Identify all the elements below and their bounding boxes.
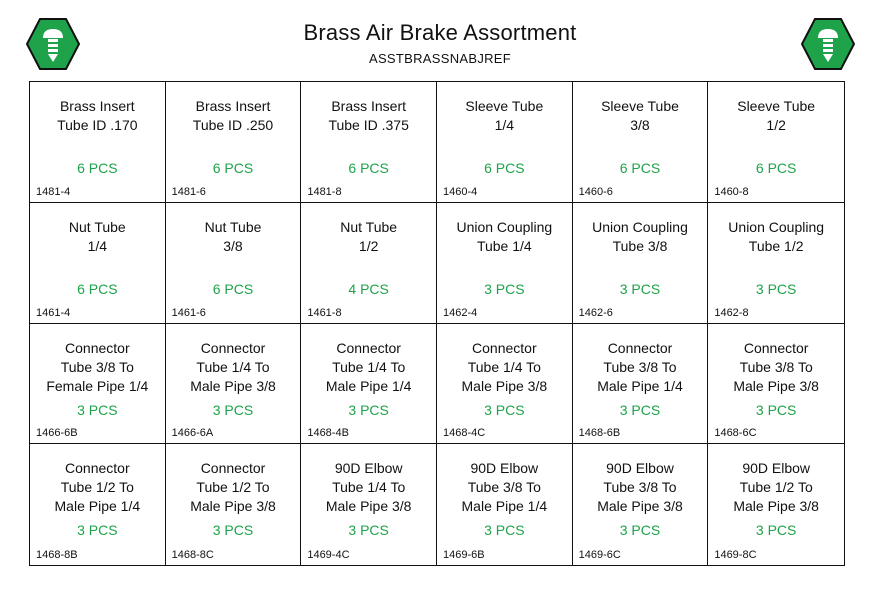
item-quantity: 3 PCS	[619, 401, 661, 418]
item-name: Brass Insert Tube ID .170	[57, 98, 138, 133]
item-cell	[166, 203, 302, 324]
item-cell	[708, 203, 844, 324]
item-cell	[437, 82, 573, 203]
item-name: Nut Tube 3/8	[204, 218, 262, 254]
item-cell	[708, 324, 844, 445]
item-code: 1462-8	[714, 306, 749, 319]
item-quantity: 3 PCS	[755, 280, 797, 297]
item-name: Connector Tube 1/2 To Male Pipe 3/8	[190, 460, 276, 515]
item-code: 1468-8C	[171, 549, 214, 561]
item-name: Connector Tube 1/2 To Male Pipe 1/4	[54, 460, 141, 515]
item-cell	[30, 444, 166, 565]
assortment-grid	[29, 81, 845, 566]
item-cell	[30, 203, 166, 324]
item-code: 1461-4	[36, 306, 71, 319]
item-cell	[437, 203, 573, 324]
item-cell	[166, 444, 302, 565]
item-name: Connector Tube 1/4 To Male Pipe 1/4	[325, 339, 412, 394]
item-quantity: 3 PCS	[755, 401, 797, 418]
item-code: 1469-4C	[307, 549, 350, 561]
item-name: Nut Tube 1/4	[68, 218, 126, 254]
item-code: 1460-6	[578, 185, 613, 198]
item-cell	[573, 203, 709, 324]
item-quantity: 3 PCS	[348, 522, 389, 539]
item-name: Connector Tube 1/4 To Male Pipe 3/8	[190, 339, 276, 394]
item-quantity: 3 PCS	[77, 522, 118, 539]
item-code: 1468-6C	[714, 427, 757, 440]
item-code: 1481-8	[307, 185, 342, 198]
item-quantity: 3 PCS	[484, 280, 525, 297]
item-quantity: 6 PCS	[348, 160, 389, 176]
item-name: Union Coupling Tube 3/8	[592, 218, 688, 254]
item-code: 1461-6	[171, 306, 206, 319]
item-name: Sleeve Tube 1/2	[737, 98, 816, 133]
item-quantity: 3 PCS	[484, 401, 525, 418]
item-name: Connector Tube 1/4 To Male Pipe 3/8	[461, 339, 548, 394]
item-quantity: 3 PCS	[348, 401, 389, 418]
item-code: 1481-4	[36, 185, 71, 198]
item-cell	[30, 82, 166, 203]
item-code: 1468-4C	[443, 427, 486, 440]
item-code: 1468-6B	[578, 427, 621, 440]
item-name: Connector Tube 3/8 To Male Pipe 3/8	[733, 339, 819, 394]
item-cell	[301, 82, 437, 203]
item-cell	[437, 324, 573, 445]
item-code: 1466-6B	[36, 427, 78, 440]
item-name: Nut Tube 1/2	[340, 218, 398, 254]
item-quantity: 6 PCS	[212, 160, 254, 176]
item-name: Union Coupling Tube 1/4	[456, 218, 553, 254]
item-quantity: 3 PCS	[619, 280, 661, 297]
item-quantity: 6 PCS	[77, 280, 118, 297]
item-cell	[301, 444, 437, 565]
item-cell	[708, 82, 844, 203]
item-name: Brass Insert Tube ID .250	[192, 98, 274, 133]
item-quantity: 6 PCS	[619, 160, 661, 176]
item-code: 1466-6A	[171, 427, 214, 440]
item-code: 1460-8	[714, 185, 749, 198]
page-subtitle: ASSTBRASSNABJREF	[368, 51, 512, 66]
item-code: 1468-4B	[307, 427, 349, 440]
item-name: Sleeve Tube 3/8	[601, 98, 679, 133]
item-cell	[166, 324, 302, 445]
item-quantity: 6 PCS	[755, 160, 797, 176]
item-cell	[30, 324, 166, 445]
item-cell	[573, 82, 709, 203]
item-name: Union Coupling Tube 1/2	[728, 218, 825, 254]
item-code: 1460-4	[443, 185, 478, 198]
page-title: Brass Air Brake Assortment	[303, 20, 577, 45]
item-quantity: 3 PCS	[212, 522, 254, 539]
item-quantity: 3 PCS	[755, 522, 797, 539]
item-quantity: 4 PCS	[348, 280, 389, 297]
item-code: 1469-6C	[578, 549, 621, 561]
item-cell	[573, 324, 709, 445]
item-quantity: 3 PCS	[212, 401, 254, 418]
item-cell	[708, 444, 844, 565]
item-cell	[437, 444, 573, 565]
item-code: 1462-4	[443, 306, 478, 319]
item-name: Sleeve Tube 1/4	[465, 98, 544, 133]
item-name: 90D Elbow Tube 1/2 To Male Pipe 3/8	[733, 460, 819, 515]
item-quantity: 6 PCS	[77, 160, 118, 176]
item-quantity: 3 PCS	[619, 522, 661, 539]
item-cell	[573, 444, 709, 565]
item-name: Connector Tube 3/8 To Male Pipe 1/4	[597, 339, 683, 394]
item-quantity: 3 PCS	[77, 401, 118, 418]
item-code: 1469-8C	[714, 549, 757, 561]
item-quantity: 6 PCS	[212, 280, 254, 297]
item-quantity: 3 PCS	[484, 522, 525, 539]
item-code: 1481-6	[171, 185, 206, 198]
item-quantity: 6 PCS	[484, 160, 525, 176]
item-code: 1461-8	[307, 306, 342, 319]
item-name: 90D Elbow Tube 3/8 To Male Pipe 3/8	[597, 460, 683, 515]
item-code: 1462-6	[578, 306, 613, 319]
item-name: Brass Insert Tube ID .375	[328, 98, 409, 133]
item-cell	[166, 82, 302, 203]
item-name: Connector Tube 3/8 To Female Pipe 1/4	[46, 339, 149, 394]
item-code: 1468-8B	[36, 549, 78, 561]
item-name: 90D Elbow Tube 3/8 To Male Pipe 1/4	[461, 460, 548, 515]
item-code: 1469-6B	[443, 549, 485, 561]
item-cell	[301, 203, 437, 324]
item-name: 90D Elbow Tube 1/4 To Male Pipe 3/8	[325, 460, 412, 515]
item-cell	[301, 324, 437, 445]
